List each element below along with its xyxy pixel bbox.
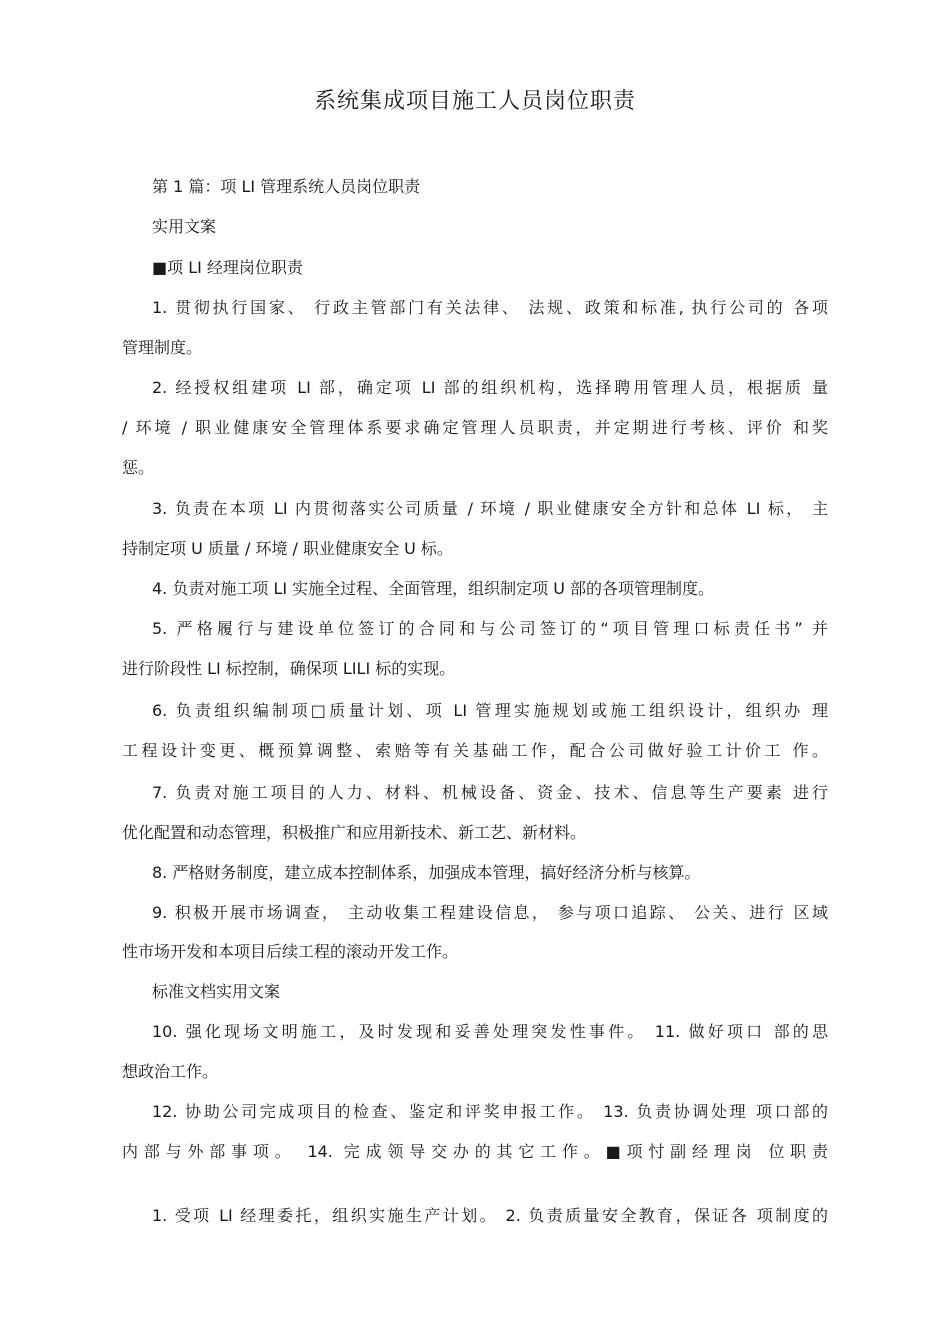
paragraph-line: 惩。 <box>122 458 155 477</box>
paragraph-line: 8. 严格财务制度，建立成本控制体系，加强成本管理，搞好经济分析与核算。 <box>152 863 701 882</box>
paragraph-line: 性市场开发和本项目后续工程的滚动开发工作。 <box>122 942 459 961</box>
paragraph-line: 10. 强化现场文明施工，及时发现和妥善处理突发性事件。 11. 做好项口 部的思 <box>152 1022 828 1041</box>
paragraph-line: 9. 积极开展市场调查， 主动收集工程建设信息， 参与项口追踪、 公关、进行 区域 <box>152 903 828 922</box>
section-heading: ■项 LI 经理岗位职责 <box>152 258 303 277</box>
paragraph-line: 1. 贯彻执行国家、 行政主管部门有关法律、 法规、政策和标准, 执行公司的 各项 <box>152 298 828 317</box>
paragraph-line: 内部与外部事项。 14. 完成领导交办的其它工作。■项忖副经理岗 位职责 <box>122 1142 828 1161</box>
paragraph-line: 5. 严格履行与建设单位签订的合同和与公司签订的“项目管理口标责任书” 并 <box>152 619 828 638</box>
paragraph-line: 7. 负责对施工项目的人力、材料、机械设备、资金、技术、信息等生产要素 进行 <box>152 783 828 802</box>
chapter-heading: 第 1 篇：项 LI 管理系统人员岗位职责 <box>152 177 421 196</box>
paragraph-line: 4. 负责对施工项 LI 实施全过程、全面管理，组织制定项 U 部的各项管理制度。 <box>152 579 715 598</box>
paragraph-line: 1. 受项 LI 经理委托，组织实施生产计划。 2. 负责质量安全教育，保证各 项制度的 <box>152 1206 828 1225</box>
section-label: 标准文档实用文案 <box>152 982 281 1001</box>
paragraph-line: 12. 协助公司完成项目的检查、鉴定和评奖申报工作。 13. 负责协调处理 项口部的 <box>152 1102 828 1121</box>
paragraph-line: 3. 负责在本项 LI 内贯彻落实公司质量 / 环境 / 职业健康安全方针和总体 LI 标， 主 <box>152 499 828 518</box>
paragraph-line: / 环境 / 职业健康安全管理体系要求确定管理人员职责，并定期进行考核、评价 和奖 <box>122 418 828 437</box>
paragraph-line: 进行阶段性 LI 标控制，确保项 LILI 标的实现。 <box>122 659 456 678</box>
section-label: 实用文案 <box>152 217 217 236</box>
document-title: 系统集成项目施工人员岗位职责 <box>313 89 636 114</box>
paragraph-line: 工程设计变更、概预算调整、索赔等有关基础工作，配合公司做好验工计价工 作。 <box>122 741 828 760</box>
paragraph-line: 6. 负责组织编制项□质量计划、项 LI 管理实施规划或施工组织设计，组织办 理 <box>152 701 828 720</box>
paragraph-line: 管理制度。 <box>122 338 203 357</box>
paragraph-line: 优化配置和动态管理，积极推广和应用新技术、新工艺、新材料。 <box>122 823 587 842</box>
paragraph-line: 2. 经授权组建项 LI 部，确定项 LI 部的组织机构，选择聘用管理人员，根据质 量 <box>152 378 828 397</box>
paragraph-line: 想政治工作。 <box>122 1062 219 1081</box>
paragraph-line: 持制定项 U 质量 / 环境 / 职业健康安全 U 标。 <box>122 539 453 558</box>
